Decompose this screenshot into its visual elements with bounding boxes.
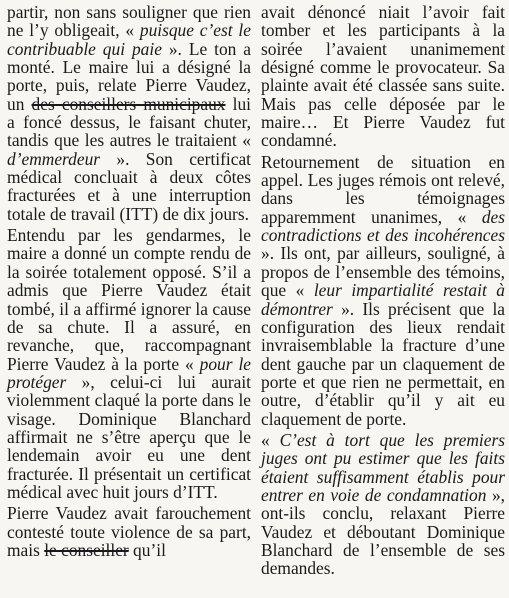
right-column-paragraph <box>261 153 505 428</box>
body-text: Entendu par les gendarmes, le maire a donné un compte rendu de la soirée totalement opposé. S’il a admis que Pierre Vaudez était tombé, il a affirmé ignorer la cause de sa chute. Il a assuré, en revanche, que, raccompagnant Pierre Vaudez à la porte « <box>7 225 251 374</box>
quoted-italic-text: des contradictions et des incohérences <box>261 206 505 246</box>
body-text: Le ton a monté. Le maire lui a désigné la porte, puis, relate Pierre Vaudez, un <box>7 38 252 114</box>
body-text: », ont-ils conclu, relaxant Pierre Vaudez et déboutant Dominique Blanchard de l’ensemble de ses demandes. <box>261 484 506 579</box>
left-column-paragraph <box>7 504 251 559</box>
struck-through-text: des conseillers municipaux <box>31 93 226 114</box>
quoted-italic-text: C’est à tort que les premiers juges ont pu estimer que les faits étaient suffisamment établis pour entrer en voie de condamnation <box>261 429 505 505</box>
quoted-italic-text: leur impartialité restait à démontrer <box>261 280 505 319</box>
body-text: Pierre Vaudez avait farouchement contesté toute violence de sa part, mais <box>7 503 251 560</box>
left-column-paragraph <box>7 226 251 501</box>
body-text: ». Son certificat médical concluait à deux côtes fracturées et à une interruption totale de travail (ITT) de dix jours. <box>7 148 251 224</box>
left-column-paragraph <box>7 3 251 223</box>
quoted-italic-text: d’emmerdeur <box>7 148 101 169</box>
struck-through-text: le conseiller <box>44 539 129 560</box>
body-text: », celui-ci lui aurait violemment claqué la porte dans le visage. Dominique Blanchard affirmait ne s’être aperçu que le lendemain avoir eu une dent fracturée. Il présentait un certificat médical avec huit jours d’ITT. <box>7 371 251 502</box>
body-text: « <box>261 429 280 450</box>
right-column-paragraph <box>261 431 505 578</box>
quoted-italic-text: puisque c’est le contribuable qui paie <box>7 20 251 59</box>
body-text: ». Ils précisent que la configuration des lieux rendait invraisemblable la fracture d’une dent gauche par un claquement de porte et que rien ne permettait, en outre, d’établir qu’il y ait eu claquement de porte. <box>261 298 505 429</box>
body-text: lui a foncé dessus, le faisant chuter, tandis que les autres le traitaient « <box>7 93 251 151</box>
right-column <box>261 3 505 598</box>
body-text: ». <box>161 38 182 59</box>
body-text: qu’il <box>128 539 166 560</box>
right-column-paragraph <box>261 3 505 150</box>
body-text: partir, non sans souligner que rien ne l’y obligeait, « <box>7 2 251 41</box>
body-text: ». Ils ont, par ailleurs, souligné, à propos de l’ensemble des témoins, que « <box>261 243 505 301</box>
body-text: Retournement de situation en appel. Les juges rémois ont relevé, dans les témoignages apparemment unanimes, « <box>261 151 505 227</box>
quoted-italic-text: pour le protéger <box>7 353 251 392</box>
body-text: avait dénoncé niait l’avoir fait tomber et les participants à la soirée l’avaient unanimement désigné comme le provocateur. Sa plainte avait été classée sans suite. Mais pas celle déposée par le maire… Et Pierre Vaudez fut condamné. <box>261 2 505 151</box>
left-column <box>7 3 251 598</box>
